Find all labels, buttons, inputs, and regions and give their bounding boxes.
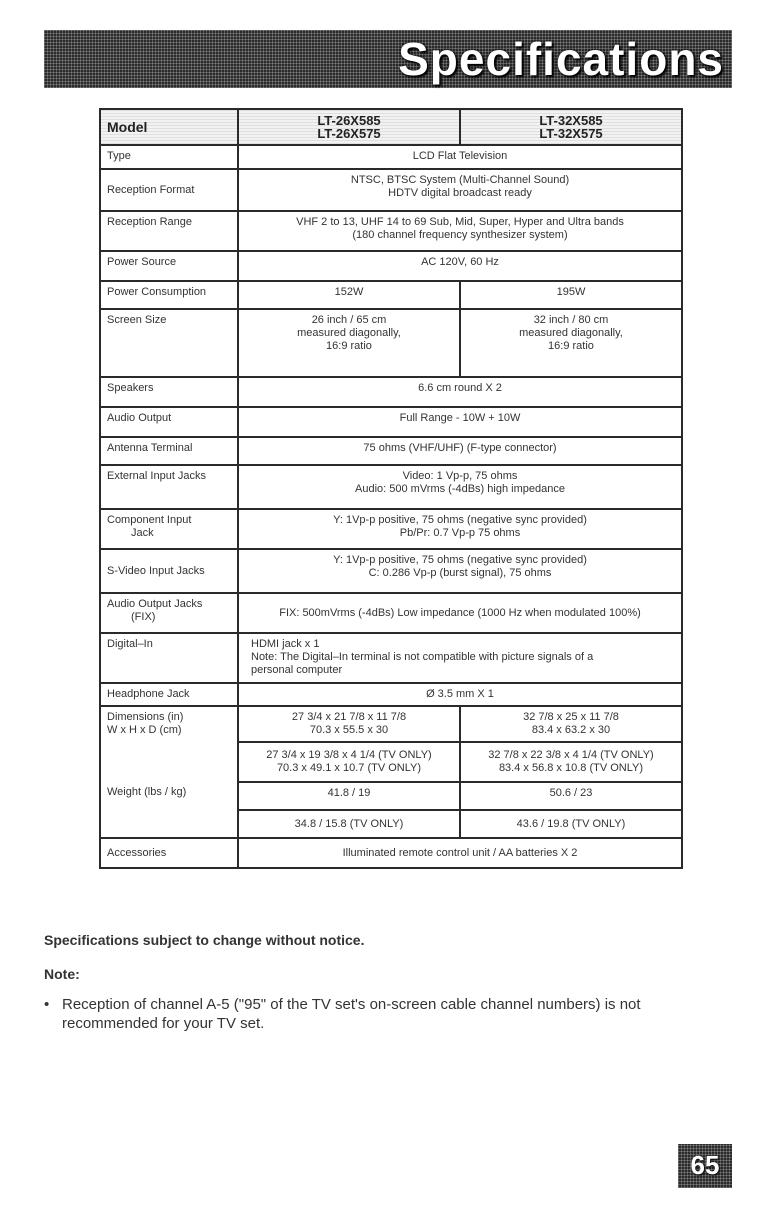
table-row <box>100 782 682 810</box>
value-line: 32 7/8 x 25 x 11 7/8 <box>523 711 619 723</box>
value-line: HDTV digital broadcast ready <box>388 187 532 199</box>
value-line: 83.4 x 56.8 x 10.8 (TV ONLY) <box>498 762 644 774</box>
model-a-cell <box>238 109 460 145</box>
row-label: Screen Size <box>100 309 238 377</box>
label-line: Component Input <box>107 514 192 526</box>
table-row <box>100 593 682 633</box>
row-value <box>238 633 682 683</box>
value-line: 32 inch / 80 cm <box>533 314 609 326</box>
row-value: LCD Flat Television <box>238 145 682 169</box>
row-label: Speakers <box>100 377 238 407</box>
label-line: Dimensions (in) <box>107 711 184 723</box>
value-a: 34.8 / 15.8 (TV ONLY) <box>238 810 460 838</box>
table-row <box>100 509 682 549</box>
table-row <box>100 437 682 465</box>
row-label: Accessories <box>100 838 238 868</box>
value-a: 152W <box>238 281 460 309</box>
bullet-icon: • <box>44 996 50 1013</box>
value-line: VHF 2 to 13, UHF 14 to 69 Sub, Mid, Super, Hyper and Ultra bands <box>296 216 624 228</box>
row-value: Illuminated remote control unit / AA batteries X 2 <box>238 838 682 868</box>
row-label: Weight (lbs / kg) <box>100 782 238 838</box>
row-label <box>100 593 238 633</box>
value-line: (180 channel frequency synthesizer system) <box>352 229 568 241</box>
table-row <box>100 633 682 683</box>
value-line: 83.4 x 63.2 x 30 <box>531 724 611 736</box>
table-row <box>100 377 682 407</box>
row-value <box>238 211 682 251</box>
row-label: Digital–In <box>100 633 238 683</box>
value-line: 16:9 ratio <box>326 340 372 352</box>
value-line: 16:9 ratio <box>548 340 594 352</box>
model-b-line: LT-32X585 <box>539 113 603 128</box>
table-row <box>100 281 682 309</box>
specifications-table <box>99 108 683 869</box>
value-line: C: 0.286 Vp-p (burst signal), 75 ohms <box>368 567 552 579</box>
row-value: AC 120V, 60 Hz <box>238 251 682 281</box>
page-header-banner <box>44 30 732 88</box>
value-line: Y: 1Vp-p positive, 75 ohms (negative sync provided) <box>333 514 587 526</box>
value-line: 27 3/4 x 21 7/8 x 11 7/8 <box>291 711 407 723</box>
row-value <box>238 549 682 593</box>
value-b <box>460 706 682 742</box>
row-label: Reception Format <box>100 169 238 211</box>
row-label: Reception Range <box>100 211 238 251</box>
table-row <box>100 683 682 706</box>
row-label: Power Consumption <box>100 281 238 309</box>
value-line: measured diagonally, <box>519 327 623 339</box>
table-row-model <box>100 109 682 145</box>
row-label <box>100 706 238 782</box>
model-b-cell <box>460 109 682 145</box>
page-title: Specifications <box>398 33 724 85</box>
value-line: Pb/Pr: 0.7 Vp-p 75 ohms <box>399 527 521 539</box>
row-label: Antenna Terminal <box>100 437 238 465</box>
label-line: (FIX) <box>131 611 156 623</box>
value-line: 70.3 x 49.1 x 10.7 (TV ONLY) <box>276 762 422 774</box>
table-row <box>100 407 682 437</box>
value-line: personal computer <box>251 664 343 676</box>
row-label: External Input Jacks <box>100 465 238 509</box>
table-row <box>100 549 682 593</box>
label-line: W x H x D (cm) <box>107 724 182 736</box>
row-value <box>238 509 682 549</box>
page-number-box <box>678 1144 732 1188</box>
value-b <box>460 309 682 377</box>
value-line: 32 7/8 x 22 3/8 x 4 1/4 (TV ONLY) <box>488 749 654 761</box>
value-line: Y: 1Vp-p positive, 75 ohms (negative sync provided) <box>333 554 587 566</box>
model-label: Model <box>100 109 238 145</box>
model-a-line: LT-26X575 <box>317 126 381 141</box>
table-row <box>100 838 682 868</box>
row-label: S-Video Input Jacks <box>100 549 238 593</box>
table-row <box>100 465 682 509</box>
value-line: HDMI jack x 1 <box>251 638 320 650</box>
value-b: 43.6 / 19.8 (TV ONLY) <box>460 810 682 838</box>
value-line: NTSC, BTSC System (Multi-Channel Sound) <box>350 174 570 186</box>
row-label <box>100 509 238 549</box>
value-line: 27 3/4 x 19 3/8 x 4 1/4 (TV ONLY) <box>266 749 432 761</box>
row-label: Headphone Jack <box>100 683 238 706</box>
value-a <box>238 706 460 742</box>
value-a <box>238 742 460 782</box>
value-line: 26 inch / 65 cm <box>311 314 387 326</box>
note-heading: Note: <box>44 966 80 982</box>
value-line: 70.3 x 55.5 x 30 <box>309 724 389 736</box>
table-row <box>100 251 682 281</box>
notice-text: Specifications subject to change without notice. <box>44 932 365 948</box>
value-a <box>238 309 460 377</box>
row-value: FIX: 500mVrms (-4dBs) Low impedance (1000 Hz when modulated 100%) <box>238 593 682 633</box>
table-row <box>100 145 682 169</box>
row-value: Full Range - 10W + 10W <box>238 407 682 437</box>
value-line: measured diagonally, <box>297 327 401 339</box>
value-b: 50.6 / 23 <box>460 782 682 810</box>
table-row <box>100 211 682 251</box>
row-value <box>238 169 682 211</box>
table-row <box>100 169 682 211</box>
value-line: Video: 1 Vp-p, 75 ohms <box>402 470 518 482</box>
value-a: 41.8 / 19 <box>238 782 460 810</box>
row-label: Power Source <box>100 251 238 281</box>
note-text: Reception of channel A-5 ("95" of the TV set's on-screen cable channel numbers) is not recommended for your TV set. <box>62 996 641 1032</box>
table-row <box>100 706 682 742</box>
label-line: Audio Output Jacks <box>107 598 203 610</box>
label-line: Jack <box>131 527 154 539</box>
value-line: Audio: 500 mVrms (-4dBs) high impedance <box>355 483 565 495</box>
value-line: Note: The Digital–In terminal is not compatible with picture signals of a <box>251 651 594 663</box>
row-value: Ø 3.5 mm X 1 <box>238 683 682 706</box>
model-a-line: LT-26X585 <box>317 113 381 128</box>
note-body <box>44 995 684 1033</box>
row-value: 75 ohms (VHF/UHF) (F-type connector) <box>238 437 682 465</box>
row-value: 6.6 cm round X 2 <box>238 377 682 407</box>
value-b <box>460 742 682 782</box>
page-number: 65 <box>690 1150 720 1180</box>
row-label: Audio Output <box>100 407 238 437</box>
row-value <box>238 465 682 509</box>
table-row <box>100 309 682 377</box>
model-b-line: LT-32X575 <box>539 126 603 141</box>
row-label: Type <box>100 145 238 169</box>
value-b: 195W <box>460 281 682 309</box>
